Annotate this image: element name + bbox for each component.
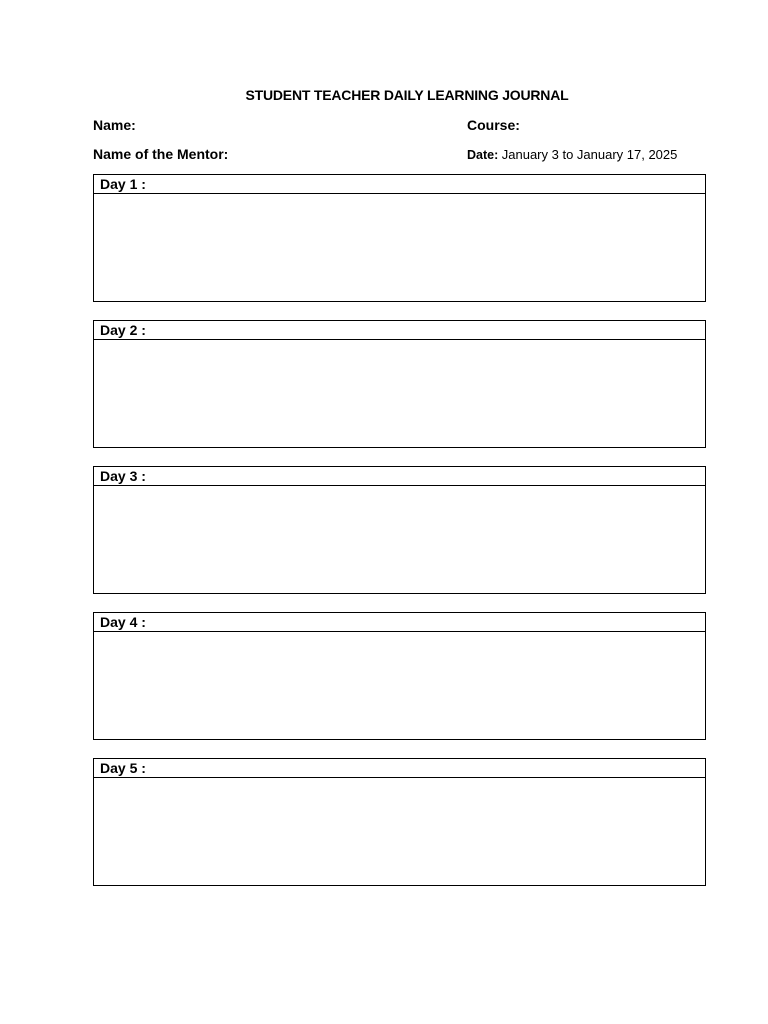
day-2-box <box>93 320 706 448</box>
day-2-label: Day 2 : <box>94 321 705 340</box>
course-field-label: Course: <box>467 117 520 133</box>
day-1-label: Day 1 : <box>94 175 705 194</box>
day-4-label: Day 4 : <box>94 613 705 632</box>
mentor-field-label: Name of the Mentor: <box>93 146 229 162</box>
name-field-label: Name: <box>93 117 136 133</box>
day-3-label: Day 3 : <box>94 467 705 486</box>
day-5-label: Day 5 : <box>94 759 705 778</box>
day-2-entry[interactable] <box>94 340 705 447</box>
day-3-entry[interactable] <box>94 486 705 593</box>
day-5-entry[interactable] <box>94 778 705 885</box>
page-title: STUDENT TEACHER DAILY LEARNING JOURNAL <box>245 87 569 103</box>
date-field-label: Date: <box>467 148 499 162</box>
day-1-entry[interactable] <box>94 194 705 301</box>
day-4-box <box>93 612 706 740</box>
day-1-box <box>93 174 706 302</box>
day-3-box <box>93 466 706 594</box>
date-field <box>467 147 677 162</box>
date-field-value: January 3 to January 17, 2025 <box>501 147 678 162</box>
day-4-entry[interactable] <box>94 632 705 739</box>
day-5-box <box>93 758 706 886</box>
